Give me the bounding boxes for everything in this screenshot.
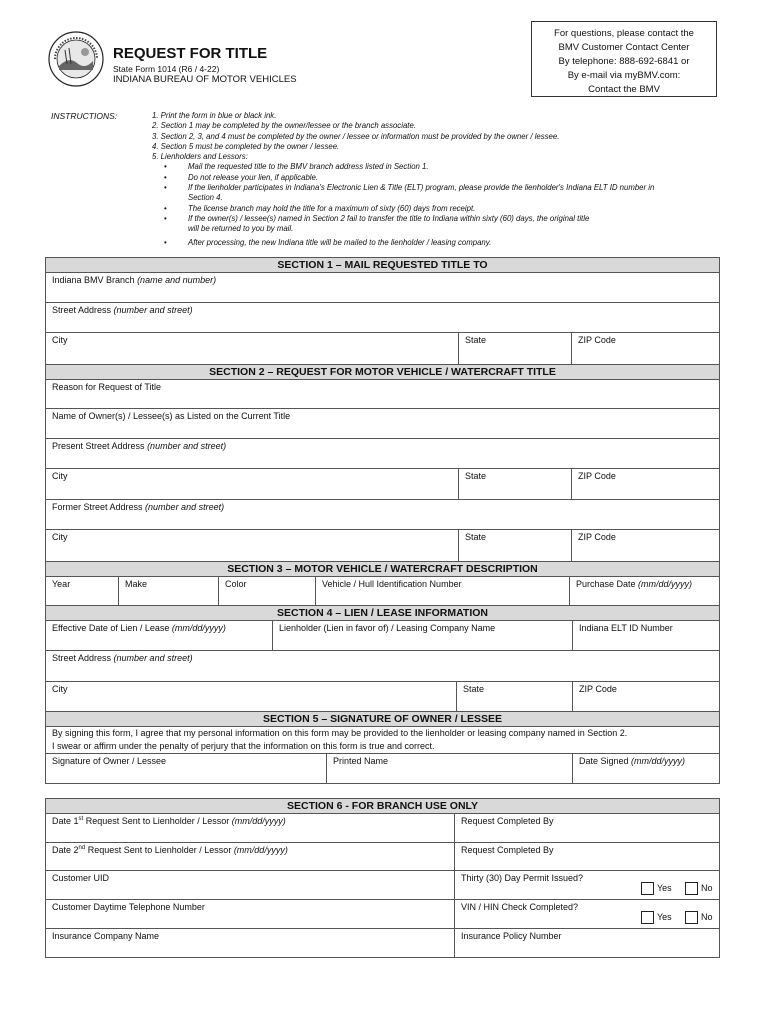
section1-heading: SECTION 1 – MAIL REQUESTED TITLE TO	[46, 258, 719, 273]
field-label: Insurance Policy Number	[461, 931, 562, 941]
instruction-bullet: • The license branch may hold the title for a maximum of sixty (60) days from receipt.	[152, 204, 720, 214]
section2-owner-row	[46, 409, 719, 439]
lienholder-field[interactable]	[273, 621, 573, 650]
permit-yes-checkbox[interactable]	[641, 882, 654, 895]
field-label: State	[465, 335, 487, 345]
instruction-item: 4. Section 5 must be completed by the owner / lessee.	[152, 141, 340, 151]
field-label: Indiana BMV Branch	[52, 275, 138, 285]
field-hint: (mm/dd/yyyy)	[233, 845, 288, 855]
instruction-item: 5. Lienholders and Lessors:	[152, 152, 248, 162]
section3-heading: SECTION 3 – MOTOR VEHICLE / WATERCRAFT DESCRIPTION	[46, 562, 719, 577]
permit-yes-option[interactable]	[641, 882, 672, 895]
field-label: Effective Date of Lien / Lease	[52, 623, 172, 633]
section6-insurance-row	[46, 929, 719, 957]
instruction-item: 2. Section 1 may be completed by the owner/lessee or the branch associate.	[152, 121, 416, 131]
instruction-item: 1. Print the form in blue or black ink.	[152, 111, 277, 120]
agency-name: INDIANA BUREAU OF MOTOR VEHICLES	[113, 74, 297, 85]
request-completed-by-field[interactable]	[455, 843, 719, 870]
field-label: Signature of Owner / Lessee	[52, 756, 167, 766]
field-label: Reason for Request of Title	[52, 382, 162, 392]
section4-lien-row	[46, 621, 719, 651]
street-address-field[interactable]	[46, 303, 719, 332]
field-label: Date 1	[52, 816, 79, 826]
section2-reason-row	[46, 380, 719, 409]
option-label: No	[701, 911, 713, 922]
section6-uid-row	[46, 871, 719, 900]
field-label: Date 2	[52, 845, 79, 855]
field-label: Purchase Date	[576, 579, 639, 589]
date-1st-request-field[interactable]	[46, 814, 455, 842]
elt-id-field[interactable]	[573, 621, 719, 650]
instruction-bullet-continued: will be returned to you by mail.	[188, 224, 294, 234]
field-label: Thirty (30) Day Permit Issued?	[461, 873, 584, 883]
field-label: Request Completed By	[461, 845, 554, 855]
former-street-field[interactable]	[46, 500, 719, 529]
perjury-statement: I swear or affirm under the penalty of perjury that the information on this form is true and correct.	[52, 741, 435, 751]
field-label: Insurance Company Name	[52, 931, 160, 941]
state-field[interactable]	[457, 682, 573, 711]
state-field[interactable]	[459, 530, 572, 561]
section2-city-row	[46, 469, 719, 500]
branch-field[interactable]	[46, 273, 719, 302]
vin-check-yes-option[interactable]	[641, 911, 672, 924]
insurance-policy-field[interactable]	[455, 929, 719, 957]
field-hint: (mm/dd/yyyy)	[638, 579, 693, 589]
field-label: City	[52, 532, 68, 542]
vin-check-field	[455, 900, 719, 928]
field-label: State	[465, 471, 487, 481]
field-label: ZIP Code	[578, 471, 616, 481]
field-hint: (number and street)	[113, 305, 193, 315]
field-label: Year	[52, 579, 71, 589]
field-label: Request Sent to Lienholder / Lessor	[83, 816, 232, 826]
section2-present-street-row	[46, 439, 719, 469]
instruction-bullet: • If the owner(s) / lessee(s) named in Section 2 fail to transfer the title to Indiana within sixty (60) days, the original title	[152, 214, 720, 224]
field-hint: (name and number)	[137, 275, 217, 285]
form-number: State Form 1014 (R6 / 4-22)	[113, 64, 220, 74]
customer-uid-field[interactable]	[46, 871, 455, 899]
section3-vehicle-row	[46, 577, 719, 606]
contact-box	[531, 21, 717, 97]
consent-statement: By signing this form, I agree that my personal information on this form may be provided to the lienholder or leasing company named in Section 2.	[52, 728, 628, 738]
state-field[interactable]	[459, 469, 572, 499]
field-label: Lienholder (Lien in favor of) / Leasing Company Name	[279, 623, 496, 633]
field-label: Customer UID	[52, 873, 110, 883]
field-label: City	[52, 684, 68, 694]
field-label: Present Street Address	[52, 441, 148, 451]
city-field[interactable]	[46, 469, 459, 499]
contact-phone: By telephone: 888-692-6841 or	[558, 56, 690, 67]
field-label: ZIP Code	[578, 532, 616, 542]
ordinal-suffix: nd	[78, 845, 86, 851]
section4-city-row	[46, 682, 719, 712]
section6-date1-row	[46, 814, 719, 843]
field-label: State	[463, 684, 485, 694]
section4-heading: SECTION 4 – LIEN / LEASE INFORMATION	[46, 606, 719, 621]
city-field[interactable]	[46, 333, 459, 364]
field-hint: (mm/dd/yyyy)	[631, 756, 686, 766]
printed-name-field[interactable]	[327, 754, 573, 783]
date-2nd-request-field[interactable]	[46, 843, 455, 870]
instruction-bullet: • After processing, the new Indiana title will be mailed to the lienholder / leasing company.	[152, 238, 720, 248]
request-completed-by-field[interactable]	[455, 814, 719, 842]
vin-field[interactable]	[316, 577, 570, 605]
present-street-field[interactable]	[46, 439, 719, 468]
option-label: Yes	[657, 911, 672, 922]
instruction-bullet: • If the lienholder participates in Indiana's Electronic Lien & Title (ELT) program, please provide the lienholder's Indiana ELT ID number in	[152, 183, 720, 193]
section5-heading: SECTION 5 – SIGNATURE OF OWNER / LESSEE	[46, 712, 719, 727]
field-label: VIN / HIN Check Completed?	[461, 902, 579, 912]
instruction-item: 3. Section 2, 3, and 4 must be completed by the owner / lessee or information must be provided by the owner / lessee.	[152, 131, 560, 141]
field-label: Printed Name	[333, 756, 389, 766]
section6-phone-row	[46, 900, 719, 929]
section2-city2-row	[46, 530, 719, 562]
effective-date-field[interactable]	[46, 621, 273, 650]
city-field[interactable]	[46, 682, 457, 711]
field-label: ZIP Code	[578, 335, 616, 345]
option-label: No	[701, 882, 713, 893]
indiana-state-seal-icon	[47, 30, 105, 88]
instruction-bullet-continued: Section 4.	[188, 193, 223, 203]
section5-statement	[46, 727, 719, 753]
field-label: Former Street Address	[52, 502, 146, 512]
field-hint: (number and street)	[145, 502, 225, 512]
vin-check-no-option[interactable]	[685, 911, 713, 924]
ordinal-suffix: st	[78, 816, 84, 822]
option-label: Yes	[657, 882, 672, 893]
section1-street-row	[46, 303, 719, 333]
instructions-label: INSTRUCTIONS:	[51, 111, 118, 121]
field-label: State	[465, 532, 487, 542]
city-field[interactable]	[46, 530, 459, 561]
zip-field[interactable]	[572, 333, 719, 364]
section1-city-row	[46, 333, 719, 365]
section2-heading: SECTION 2 – REQUEST FOR MOTOR VEHICLE / WATERCRAFT TITLE	[46, 365, 719, 380]
permit-issued-field	[455, 871, 719, 899]
field-label: City	[52, 335, 68, 345]
section1-branch-row	[46, 273, 719, 303]
zip-field[interactable]	[572, 530, 719, 561]
form-sections-1-5	[45, 257, 720, 784]
field-label: Request Completed By	[461, 816, 554, 826]
field-hint: (mm/dd/yyyy)	[171, 623, 226, 633]
field-label: Street Address	[52, 305, 114, 315]
field-label: City	[52, 471, 68, 481]
daytime-phone-field[interactable]	[46, 900, 455, 928]
field-label: Vehicle / Hull Identification Number	[322, 579, 462, 589]
signature-field[interactable]	[46, 754, 327, 783]
date-signed-field[interactable]	[573, 754, 719, 783]
field-label: Indiana ELT ID Number	[579, 623, 673, 633]
field-hint: (number and street)	[113, 653, 193, 663]
form-title: REQUEST FOR TITLE	[113, 45, 268, 62]
instructions-list	[152, 111, 720, 248]
contact-line: For questions, please contact the	[554, 28, 694, 39]
make-field[interactable]	[119, 577, 219, 605]
field-label: ZIP Code	[579, 684, 617, 694]
zip-field[interactable]	[572, 469, 719, 499]
insurance-company-field[interactable]	[46, 929, 455, 957]
field-hint: (mm/dd/yyyy)	[231, 816, 286, 826]
owner-name-field[interactable]	[46, 409, 719, 438]
contact-line: BMV Customer Contact Center	[558, 42, 690, 53]
form-section-6	[45, 798, 720, 958]
section4-street-row	[46, 651, 719, 682]
zip-field[interactable]	[573, 682, 719, 711]
vin-check-no-checkbox[interactable]	[685, 911, 698, 924]
permit-no-checkbox[interactable]	[685, 882, 698, 895]
instruction-bullet: • Do not release your lien, if applicable.	[152, 173, 720, 183]
field-label: Customer Daytime Telephone Number	[52, 902, 205, 912]
field-label: Request Sent to Lienholder / Lessor	[85, 845, 234, 855]
street-address-field[interactable]	[46, 651, 719, 681]
contact-line: Contact the BMV	[588, 84, 660, 95]
year-field[interactable]	[46, 577, 119, 605]
color-field[interactable]	[219, 577, 316, 605]
purchase-date-field[interactable]	[570, 577, 719, 605]
state-field[interactable]	[459, 333, 572, 364]
vin-check-yes-checkbox[interactable]	[641, 911, 654, 924]
section2-former-street-row	[46, 500, 719, 530]
field-label: Street Address	[52, 653, 114, 663]
field-label: Name of Owner(s) / Lessee(s) as Listed on the Current Title	[52, 411, 291, 421]
section6-heading: SECTION 6 - FOR BRANCH USE ONLY	[46, 799, 719, 814]
field-hint: (number and street)	[147, 441, 227, 451]
permit-no-option[interactable]	[685, 882, 713, 895]
field-label: Color	[225, 579, 247, 589]
field-label: Date Signed	[579, 756, 632, 766]
field-label: Make	[125, 579, 148, 589]
section5-signature-row	[46, 753, 719, 783]
contact-line: By e-mail via myBMV.com:	[567, 70, 681, 81]
reason-field[interactable]	[46, 380, 719, 408]
section6-date2-row	[46, 843, 719, 871]
instruction-bullet: • Mail the requested title to the BMV branch address listed in Section 1.	[152, 162, 720, 172]
